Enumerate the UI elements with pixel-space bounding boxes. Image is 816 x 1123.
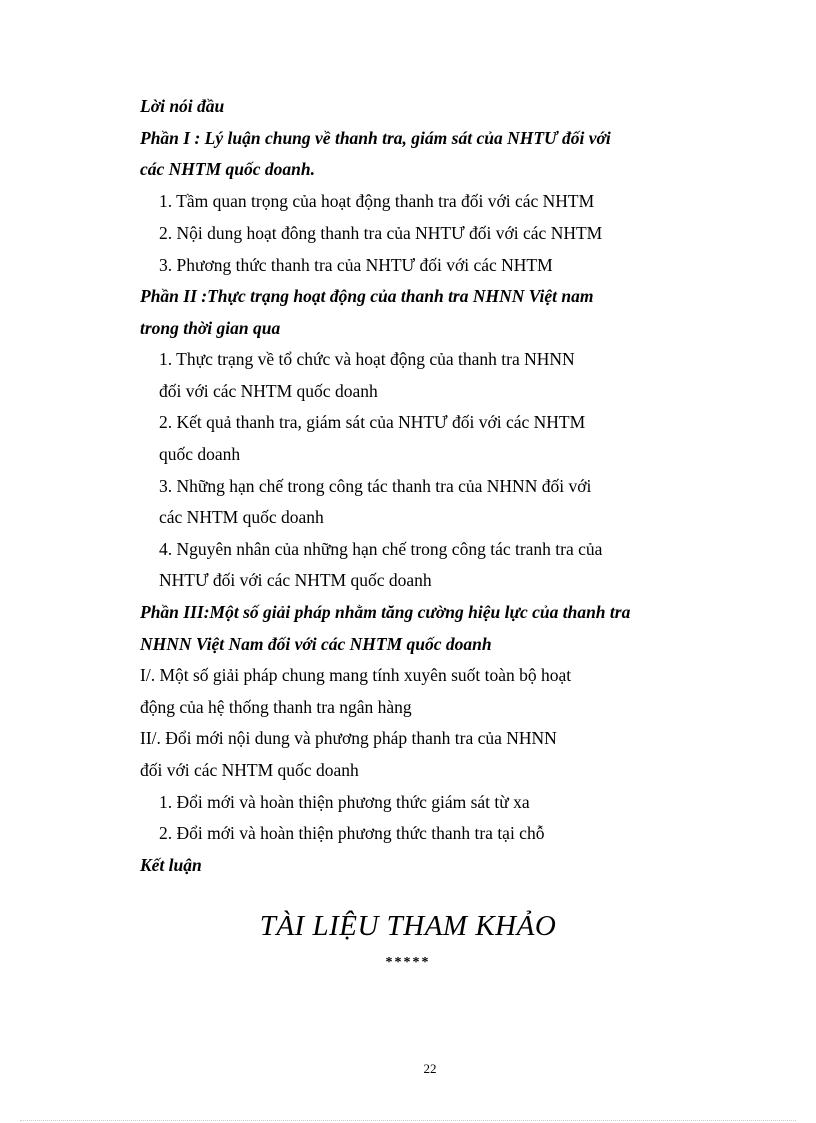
toc-part3-section2-line1: II/. Đổi mới nội dung và phương pháp thanh tra của NHNN bbox=[140, 728, 557, 748]
toc-part1-title-line2: các NHTM quốc doanh. bbox=[140, 159, 315, 179]
toc-part2-item: 1. Thực trạng về tổ chức và hoạt động của thanh tra NHNN bbox=[159, 349, 575, 369]
toc-part3-section2-line2: đối với các NHTM quốc doanh bbox=[140, 760, 359, 780]
references-heading: TÀI LIỆU THAM KHẢO bbox=[259, 910, 557, 942]
toc-part1-title-line1: Phần I : Lý luận chung về thanh tra, giám sát của NHTƯ đối với bbox=[140, 128, 611, 148]
toc-part1-item: 3. Phương thức thanh tra của NHTƯ đối với các NHTM bbox=[159, 255, 553, 275]
toc-part2-item: quốc doanh bbox=[159, 444, 241, 464]
toc-part2-item: các NHTM quốc doanh bbox=[159, 507, 324, 527]
stars-divider: ***** bbox=[385, 955, 431, 970]
toc-part3-item: 1. Đổi mới và hoàn thiện phương thức giám sát từ xa bbox=[159, 792, 530, 812]
toc-part2-item: 2. Kết quả thanh tra, giám sát của NHTƯ đối với các NHTM bbox=[159, 412, 586, 432]
toc-part2-item: 3. Những hạn chế trong công tác thanh tra của NHNN đối với bbox=[159, 476, 592, 496]
toc-part2-item: NHTƯ đối với các NHTM quốc doanh bbox=[159, 570, 432, 590]
toc-part1-item: 2. Nội dung hoạt đông thanh tra của NHTƯ đối với các NHTM bbox=[159, 223, 603, 243]
toc-conclusion: Kết luận bbox=[140, 855, 202, 875]
toc-part2-item: 4. Nguyên nhân của những hạn chế trong công tác tranh tra của bbox=[159, 539, 603, 559]
toc-part3-section1-line2: động của hệ thống thanh tra ngân hàng bbox=[140, 697, 412, 717]
toc-preface: Lời nói đầu bbox=[140, 96, 225, 116]
toc-part1-item: 1. Tầm quan trọng của hoạt động thanh tra đối với các NHTM bbox=[159, 191, 595, 211]
toc-part2-item: đối với các NHTM quốc doanh bbox=[159, 381, 378, 401]
toc-part2-title-line1: Phần II :Thực trạng hoạt động của thanh tra NHNN Việt nam bbox=[140, 286, 594, 306]
toc-part3-title-line2: NHNN Việt Nam đối với các NHTM quốc doanh bbox=[140, 634, 492, 654]
toc-part3-title-line1: Phần III:Một số giải pháp nhằm tăng cường hiệu lực của thanh tra bbox=[140, 602, 631, 622]
toc-part2-title-line2: trong thời gian qua bbox=[140, 318, 281, 338]
footer-divider bbox=[20, 1120, 796, 1121]
toc-part3-item: 2. Đổi mới và hoàn thiện phương thức thanh tra tại chỗ bbox=[159, 823, 545, 843]
toc-part3-section1-line1: I/. Một số giải pháp chung mang tính xuyên suốt toàn bộ hoạt bbox=[140, 665, 572, 685]
page-number: 22 bbox=[423, 1061, 437, 1076]
